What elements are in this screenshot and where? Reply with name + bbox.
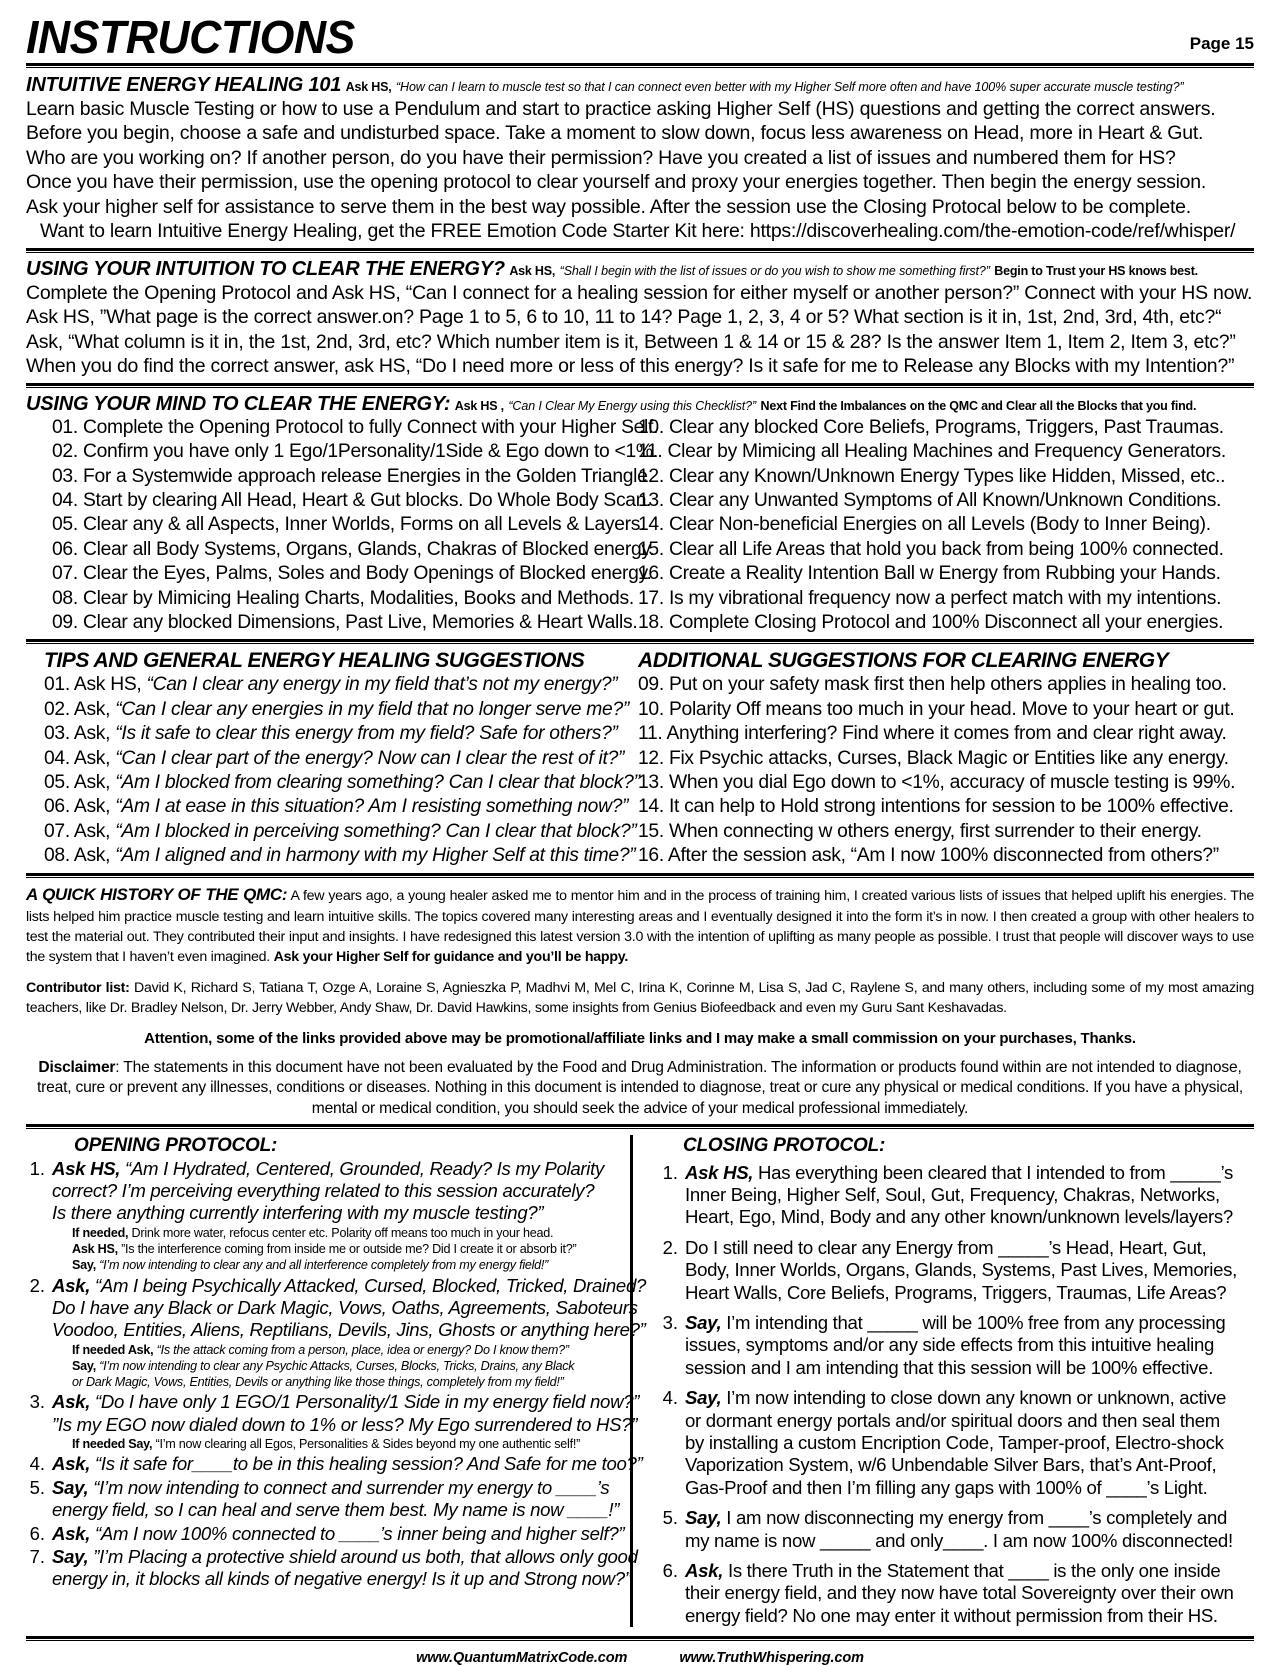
item-line: by installing a custom Encription Code, Tamper-proof, Electro-shock	[685, 1432, 1224, 1453]
subnote-keyword: If needed,	[72, 1225, 129, 1240]
item-line: Voodoo, Entities, Aliens, Reptilians, Devils, Jins, Ghosts or anything here?”	[52, 1319, 646, 1341]
section-using-your-intuition	[26, 258, 1254, 379]
item-text: I’m intending that _____ will be 100% free from any processing	[726, 1312, 1226, 1334]
checklist-item: 12. Clear any Known/Unknown Energy Types like Hidden, Missed, etc..	[638, 465, 1226, 487]
closing-protocol-item	[659, 1507, 1246, 1552]
tips-item	[44, 698, 638, 722]
item-line: issues, symptoms and/or any side effects from this intuitive healing	[685, 1334, 1215, 1356]
subnote-text: “Is the attack coming from a person, place, idea or energy? Do I know them?”	[156, 1342, 569, 1357]
item-line: or dormant energy portals and/or spiritual doors and then seal them	[685, 1409, 1220, 1431]
item-body	[52, 1546, 638, 1591]
section-101-line: Once you have their permission, use the opening protocol to clear yourself and proxy your energies together. Then begin the energy session.	[26, 171, 1207, 194]
item-number: 4.	[29, 1453, 45, 1475]
item-line	[52, 1453, 642, 1475]
closing-protocol-item	[659, 1162, 1246, 1229]
subnote-keyword: If needed Ask,	[72, 1342, 154, 1357]
item-body	[685, 1237, 1246, 1304]
closing-protocol-item	[659, 1237, 1246, 1304]
additional-item: 12. Fix Psychic attacks, Curses, Black Magic or Entities like any energy.	[638, 747, 1229, 769]
item-number: 2.	[29, 1274, 45, 1296]
page-title: INSTRUCTIONS	[26, 11, 355, 63]
tips-item	[44, 722, 638, 746]
item-keyword: Ask HS,	[52, 1157, 121, 1179]
closing-protocol-item	[659, 1312, 1246, 1379]
item-number: 5.	[29, 1476, 45, 1498]
subnote-text: “I’m now intending to clear any and all interference completely from my energy field!”	[99, 1258, 549, 1273]
item-number: 3.	[29, 1391, 45, 1413]
item-number: 3.	[662, 1312, 678, 1334]
opening-protocol-title: OPENING PROTOCOL:	[74, 1134, 278, 1156]
item-line: ”Is my EGO now dialed down to 1% or less? My Ego surrendered to HS?”	[52, 1413, 638, 1435]
item-text: “Am I being Psychically Attacked, Cursed, Blocked, Tricked, Drained?	[94, 1274, 647, 1296]
contributor-paragraph	[26, 978, 1254, 1018]
item-number: 5.	[662, 1507, 678, 1529]
checklist-item: 17. Is my vibrational frequency now a perfect match with my intentions.	[638, 587, 1222, 609]
divider-after-checklist	[26, 639, 1254, 644]
item-body	[52, 1391, 639, 1436]
checklist-item: 16. Create a Reality Intention Ball w Energy from Rubbing your Hands.	[638, 563, 1221, 585]
additional-heading: ADDITIONAL SUGGESTIONS FOR CLEARING ENERGY	[638, 649, 1169, 673]
divider-after-suggestions	[26, 873, 1254, 878]
history-body-bold-tail: Ask your Higher Self for guidance and you’ll be happy.	[273, 949, 629, 966]
disclaimer-paragraph	[26, 1058, 1254, 1120]
item-line	[685, 1162, 1246, 1184]
item-number: 4.	[662, 1387, 678, 1409]
section-using-your-mind	[26, 393, 1254, 636]
tips-item-prefix: 02. Ask,	[44, 698, 111, 720]
item-line: Do I have any Black or Dark Magic, Vows, Oaths, Agreements, Saboteurs	[52, 1296, 638, 1318]
subnote-text: or Dark Magic, Vows, Entities, Devils or anything like those things, completely from my field!”	[72, 1375, 564, 1390]
additional-item: 13. When you dial Ego down to <1%, accuracy of muscle testing is 99%.	[638, 771, 1236, 793]
history-heading: A QUICK HISTORY OF THE QMC:	[26, 884, 288, 904]
opening-protocol-item	[26, 1546, 638, 1591]
checklist-item: 08. Clear by Mimicing Healing Charts, Modalities, Books and Methods.	[52, 587, 634, 609]
item-subnote	[26, 1241, 622, 1257]
section-101-starter-kit-link-line[interactable]: Want to learn Intuitive Energy Healing, get the FREE Emotion Code Starter Kit here: https://discoverhealing.com/the-emotion-code/ref/whisper/	[40, 220, 1236, 243]
item-line: Vaporization System, w/6 Unbendable Silver Bars, that’s Ant-Proof,	[685, 1454, 1217, 1476]
item-line	[52, 1546, 638, 1568]
section-intuition-line: Complete the Opening Protocol and Ask HS, “Can I connect for a healing session for either myself or another person?” Connect with your HS now.	[26, 281, 1253, 304]
section-intuition-note: “Shall I begin with the list of issues or do you wish to show me something first?”	[559, 263, 990, 278]
item-line: energy field, so I can heal and serve them best. My name is now ____!”	[52, 1499, 620, 1521]
tips-item-prefix: 01. Ask HS,	[44, 674, 142, 696]
section-intuitive-energy-healing-101	[26, 74, 1254, 244]
tips-item-quote: “Can I clear part of the energy? Now can I clear the rest of it?”	[115, 747, 625, 769]
checklist-column-right	[638, 416, 1254, 636]
section-intuition-headline	[26, 258, 1254, 281]
checklist-item: 05. Clear any & all Aspects, Inner Worlds, Forms on all Levels & Layers.	[52, 514, 646, 536]
tips-item-prefix: 08. Ask,	[44, 845, 111, 867]
tips-item	[44, 820, 638, 844]
subnote-text: “I’m now clearing all Egos, Personalities & Sides beyond my one authentic self!”	[155, 1437, 581, 1452]
item-line	[685, 1312, 1246, 1334]
opening-protocol-column	[26, 1134, 647, 1627]
item-keyword: Ask,	[52, 1274, 91, 1296]
item-line: energy field? No one may enter it without permission from their HS.	[685, 1604, 1218, 1626]
item-text: ”I’m Placing a protective shield around us both, that allows only good	[93, 1546, 638, 1568]
item-text: “I’m now intending to connect and surrender my energy to ____’s	[93, 1476, 610, 1498]
tips-item	[44, 673, 638, 697]
section-mind-note-prefix: Ask HS ,	[454, 398, 504, 413]
additional-item: 10. Polarity Off means too much in your head. Move to your heart or gut.	[638, 698, 1235, 720]
item-keyword: Say,	[685, 1312, 722, 1334]
item-keyword: Ask,	[52, 1453, 91, 1475]
item-subnote	[26, 1342, 622, 1358]
section-101-line: Ask your higher self for assistance to serve them in the best way possible. After the session use the Closing Protocal below to be complete.	[26, 195, 1191, 218]
subnote-keyword: Say,	[72, 1358, 96, 1373]
opening-protocol-item	[26, 1522, 625, 1545]
item-body	[52, 1275, 646, 1342]
tips-column	[26, 649, 638, 868]
section-intuition-note-prefix: Ask HS,	[509, 263, 556, 278]
page-footer	[26, 1641, 1254, 1666]
section-101-line: Learn basic Muscle Testing or how to use a Pendulum and start to practice asking Higher Self (HS) questions and getting the correct answers.	[26, 98, 1216, 120]
opening-protocol-item	[26, 1158, 622, 1225]
subnote-keyword: Say,	[72, 1258, 96, 1273]
section-mind-note-bold: Next Find the Imbalances on the QMC and Clear all the Blocks that you find.	[760, 398, 1197, 413]
item-body	[52, 1453, 642, 1475]
opening-protocol-item	[26, 1477, 622, 1522]
item-line: energy in, it blocks all kinds of negative energy! Is it up and Strong now?”	[52, 1568, 631, 1590]
page-masthead	[26, 11, 1254, 63]
section-history	[26, 883, 1254, 1120]
item-line	[52, 1477, 622, 1499]
item-line: session and I am intending that this session will be 100% effective.	[685, 1356, 1214, 1378]
item-keyword: Ask,	[52, 1391, 91, 1413]
section-intuition-heading: USING YOUR INTUITION TO CLEAR THE ENERGY?	[26, 257, 505, 280]
tips-item-prefix: 07. Ask,	[44, 820, 111, 842]
item-text: I’m now intending to close down any known or unknown, active	[726, 1387, 1227, 1409]
tips-item-quote: “Am I blocked in perceiving something? Can I clear that block?”	[115, 820, 637, 842]
item-line: Inner Being, Higher Self, Soul, Gut, Frequency, Chakras, Networks,	[685, 1184, 1220, 1206]
item-subnote	[26, 1225, 622, 1241]
additional-item: 11. Anything interfering? Find where it comes from and clear right away.	[638, 723, 1227, 745]
item-line	[685, 1507, 1246, 1529]
subnote-keyword: Ask HS,	[72, 1242, 118, 1257]
footer-link-truthwhispering[interactable]: www.TruthWhispering.com	[679, 1650, 864, 1666]
section-mind-headline	[26, 393, 1254, 416]
item-line: Do I still need to clear any Energy from _____’s Head, Heart, Gut,	[685, 1236, 1207, 1258]
opening-protocol-item	[26, 1391, 640, 1436]
item-keyword: Ask,	[52, 1522, 91, 1544]
checklist-item: 02. Confirm you have only 1 Ego/1Personality/1Side & Ego down to <1%.	[52, 441, 658, 463]
item-body	[685, 1312, 1246, 1379]
section-intuition-line: Ask HS, ”What page is the correct answer.on? Page 1 to 5, 6 to 10, 11 to 14? Page 1, 2, 3, 4 or 5? What section is it in, 1st, 2nd, 3rd, 4th, etc?“	[26, 306, 1222, 329]
subnote-text: Drink more water, refocus center etc. Polarity off means too much in your head.	[131, 1225, 554, 1240]
tips-item-quote: “Can I clear any energy in my field that’s not my energy?”	[146, 674, 618, 696]
opening-protocol-item	[26, 1274, 647, 1342]
item-line	[52, 1523, 624, 1545]
item-body	[685, 1387, 1246, 1499]
checklist-item: 04. Start by clearing All Head, Heart & Gut blocks. Do Whole Body Scan.	[52, 489, 652, 511]
checklist-item: 18. Complete Closing Protocol and 100% Disconnect all your energies.	[638, 611, 1224, 633]
footer-link-quantummatrixcode[interactable]: www.QuantumMatrixCode.com	[416, 1650, 628, 1666]
item-body	[52, 1523, 624, 1545]
tips-item-quote: “Am I at ease in this situation? Am I resisting something now?”	[115, 796, 629, 818]
page-number: Page 15	[1189, 34, 1254, 53]
checklist-item: 11. Clear by Mimicing all Healing Machines and Frequency Generators.	[638, 441, 1226, 463]
item-body	[685, 1560, 1246, 1627]
section-mind-note: “Can I Clear My Energy using this Checklist?”	[508, 398, 757, 413]
item-number: 2.	[662, 1236, 678, 1258]
checklist-column-left	[26, 416, 659, 636]
checklist-item: 09. Clear any blocked Dimensions, Past Live, Memories & Heart Walls.	[52, 611, 638, 633]
item-keyword: Say,	[685, 1387, 722, 1409]
item-subnote	[26, 1358, 622, 1374]
checklist-item: 15. Clear all Life Areas that hold you back from being 100% connected.	[638, 538, 1224, 560]
item-line: my name is now _____ and only____. I am now 100% disconnected!	[685, 1529, 1233, 1551]
item-number: 7.	[29, 1546, 45, 1568]
checklist-item: 06. Clear all Body Systems, Organs, Glands, Chakras of Blocked energy.	[52, 538, 655, 560]
affiliate-attention-note: Attention, some of the links provided above may be promotional/affiliate links and I may make a small commission on your purchases, Thanks.	[144, 1029, 1136, 1047]
additional-item: 16. After the session ask, “Am I now 100% disconnected from others?”	[638, 845, 1219, 867]
section-101-line: Before you begin, choose a safe and undisturbed space. Take a moment to slow down, focus less awareness on Head, more in Heart & Gut.	[26, 122, 1204, 145]
closing-protocol-item	[659, 1560, 1246, 1627]
divider-header	[26, 63, 1254, 68]
section-intuition-line: When you do find the correct answer, ask HS, “Do I need more or less of this energy? Is it safe for me to Release any Blocks with my Intention?”	[26, 355, 1235, 378]
item-line: their energy field, and they now have total Sovereignty over their own	[685, 1582, 1234, 1604]
tips-item	[44, 771, 638, 795]
closing-protocol-item	[659, 1387, 1246, 1499]
protocols-section	[26, 1135, 1254, 1627]
tips-heading: TIPS AND GENERAL ENERGY HEALING SUGGESTIONS	[44, 649, 585, 673]
item-keyword: Ask,	[685, 1559, 724, 1581]
additional-item: 09. Put on your safety mask first then help others applies in healing too.	[638, 674, 1227, 696]
tips-item-quote: “Is it safe to clear this energy from my field? Safe for others?”	[115, 723, 618, 745]
item-line	[685, 1560, 1246, 1582]
tips-item-prefix: 04. Ask,	[44, 747, 111, 769]
section-101-note: “How can I learn to muscle test so that I can connect even better with my Higher Self more often and have 100% super accurate muscle testing?”	[395, 80, 1184, 94]
checklist-item: 10. Clear any blocked Core Beliefs, Programs, Triggers, Past Traumas.	[638, 416, 1224, 438]
item-number: 6.	[662, 1559, 678, 1581]
checklist-item: 13. Clear any Unwanted Symptoms of All Known/Unknown Conditions.	[638, 489, 1222, 511]
section-101-headline	[26, 74, 1254, 97]
checklist-item: 07. Clear the Eyes, Palms, Soles and Body Openings of Blocked energy.	[52, 563, 652, 585]
item-line: Heart Walls, Core Beliefs, Programs, Triggers, Traumas, Life Areas?	[685, 1281, 1227, 1303]
section-101-heading: INTUITIVE ENERGY HEALING 101	[26, 74, 342, 96]
item-text: “Do I have only 1 EGO/1 Personality/1 Side in my energy field now?”	[94, 1391, 640, 1413]
item-body	[52, 1158, 622, 1225]
item-body	[685, 1162, 1246, 1229]
section-101-line: Who are you working on? If another person, do you have their permission? Have you created a list of issues and numbered them for HS?	[26, 146, 1176, 169]
item-text: Has everything been cleared that I intended to from _____’s	[758, 1161, 1234, 1183]
item-line	[52, 1391, 639, 1413]
history-paragraph	[26, 883, 1254, 968]
item-text: Is there Truth in the Statement that ____ is the only one inside	[727, 1559, 1221, 1581]
item-line: Gas-Proof and then I’m filling any gaps with 100% of ____’s Light.	[685, 1476, 1208, 1498]
contributor-label: Contributor list:	[26, 980, 130, 997]
item-line	[52, 1275, 646, 1297]
item-line: correct? I’m perceiving everything related to this session accurately?	[52, 1180, 595, 1202]
checklist-item: 03. For a Systemwide approach release Energies in the Golden Triangle.	[52, 465, 653, 487]
divider-after-101	[26, 248, 1254, 253]
item-keyword: Say,	[52, 1476, 89, 1498]
item-number: 1.	[662, 1161, 678, 1183]
subnote-text: “I’m now intending to clear any Psychic Attacks, Curses, Blocks, Tricks, Drains, any Black	[99, 1358, 575, 1373]
checklist-item: 01. Complete the Opening Protocol to fully Connect with your Higher Self.	[52, 416, 659, 438]
disclaimer-body: : The statements in this document have not been evaluated by the Food and Drug Administration. The information or products found within are not intended to diagnose, treat, cure or prevent any illnesses, conditions or diseases. Nothing in this document is intended to diagnose, treat or cure any physical or medical conditions. If you have a physical, mental or medical condition, you should seek the advice of your medical professional immediately.	[37, 1058, 1243, 1117]
item-line: Is there anything currently interfering with my muscle testing?”	[52, 1202, 544, 1224]
divider-after-intuition	[26, 383, 1254, 388]
additional-item: 14. It can help to Hold strong intentions for session to be 100% effective.	[638, 796, 1234, 818]
item-number: 1.	[29, 1157, 45, 1179]
tips-item-prefix: 05. Ask,	[44, 771, 111, 793]
item-keyword: Ask HS,	[685, 1161, 754, 1183]
tips-item-quote: “Am I aligned and in harmony with my Higher Self at this time?”	[115, 845, 636, 867]
section-intuition-line: Ask, “What column is it in, the 1st, 2nd, 3rd, etc? Which number item is it, Between 1 & 14 or 15 & 28? Is the answer Item 1, Item 2, Item 3, etc?”	[26, 330, 1236, 353]
suggestions-columns	[26, 649, 1254, 868]
subnote-text: ”Is the interference coming from inside me or outside me? Did I create it or absorb it?”	[121, 1242, 577, 1257]
item-keyword: Say,	[685, 1507, 722, 1529]
item-text: “Is it safe for____to be in this healing session? And Safe for me too?”	[94, 1453, 643, 1475]
closing-protocol-column	[630, 1135, 1246, 1627]
checklist-item: 14. Clear Non-beneficial Energies on all Levels (Body to Inner Being).	[638, 514, 1211, 536]
divider-before-protocols	[26, 1124, 1254, 1129]
tips-item	[44, 844, 638, 868]
item-line	[52, 1158, 622, 1180]
tips-item-prefix: 03. Ask,	[44, 723, 111, 745]
tips-item	[44, 747, 638, 771]
item-number: 6.	[29, 1522, 45, 1544]
item-line	[685, 1387, 1246, 1409]
item-body	[52, 1477, 622, 1522]
item-subnote	[26, 1374, 622, 1390]
item-text: I am now disconnecting my energy from ____’s completely and	[726, 1507, 1228, 1529]
history-body: A few years ago, a young healer asked me to mentor him and in the process of training him, I created various lists of issues that helped uplift his energies. The lists helped him practice muscle testing and learn intuitive skills. The topics covered many interesting areas and I eventually designed it into the form it’s in now. I then created a group with other healers to test the material out. They contributed their input and insights. I have redesigned this latest version 3.0 with the intention of uplifting as many people as possible. I trust that people will discover ways to use the system that I haven’t even imagined.	[26, 887, 1254, 966]
item-keyword: Say,	[52, 1546, 89, 1568]
section-mind-heading: USING YOUR MIND TO CLEAR THE ENERGY:	[26, 392, 451, 415]
item-line: Body, Inner Worlds, Organs, Glands, Systems, Past Lives, Memories,	[685, 1259, 1237, 1281]
item-body	[685, 1507, 1246, 1552]
additional-column	[638, 649, 1254, 868]
checklist-columns	[26, 416, 1254, 636]
item-line: Heart, Ego, Mind, Body and any other known/unknown levels/layers?	[685, 1206, 1233, 1228]
opening-protocol-item	[26, 1453, 643, 1475]
tips-item	[44, 795, 638, 819]
item-text: “Am I Hydrated, Centered, Grounded, Ready? Is my Polarity	[125, 1157, 604, 1179]
tips-item-prefix: 06. Ask,	[44, 796, 111, 818]
closing-protocol-title: CLOSING PROTOCOL:	[683, 1134, 886, 1156]
item-subnote	[26, 1436, 622, 1452]
disclaimer-label: Disclaimer	[38, 1058, 116, 1076]
tips-item-quote: “Can I clear any energies in my field that no longer serve me?”	[115, 698, 630, 720]
tips-item-quote: “Am I blocked from clearing something? Can I clear that block?”	[115, 771, 640, 793]
item-subnote	[26, 1257, 622, 1273]
subnote-keyword: If needed Say,	[72, 1437, 153, 1452]
contributor-body: David K, Richard S, Tatiana T, Ozge A, Loraine S, Agnieszka P, Madhvi M, Mel C, Irina K, Corinne M, Lisa S, Jad C, Raylene S, and many others, including some of my most amazing teachers, like Dr. Bradley Nelson, Dr. Jerry Webber, Andy Shaw, Dr. David Hawkins, some insights from Genius Biofeedback and even my Guru Sant Keshavadas.	[26, 980, 1254, 1017]
item-text: “Am I now 100% connected to ____’s inner being and higher self?”	[94, 1522, 625, 1544]
additional-item: 15. When connecting w others energy, first surrender to their energy.	[638, 820, 1202, 842]
section-intuition-note-bold: Begin to Trust your HS knows best.	[994, 263, 1198, 278]
section-101-note-prefix: Ask HS,	[345, 80, 392, 94]
